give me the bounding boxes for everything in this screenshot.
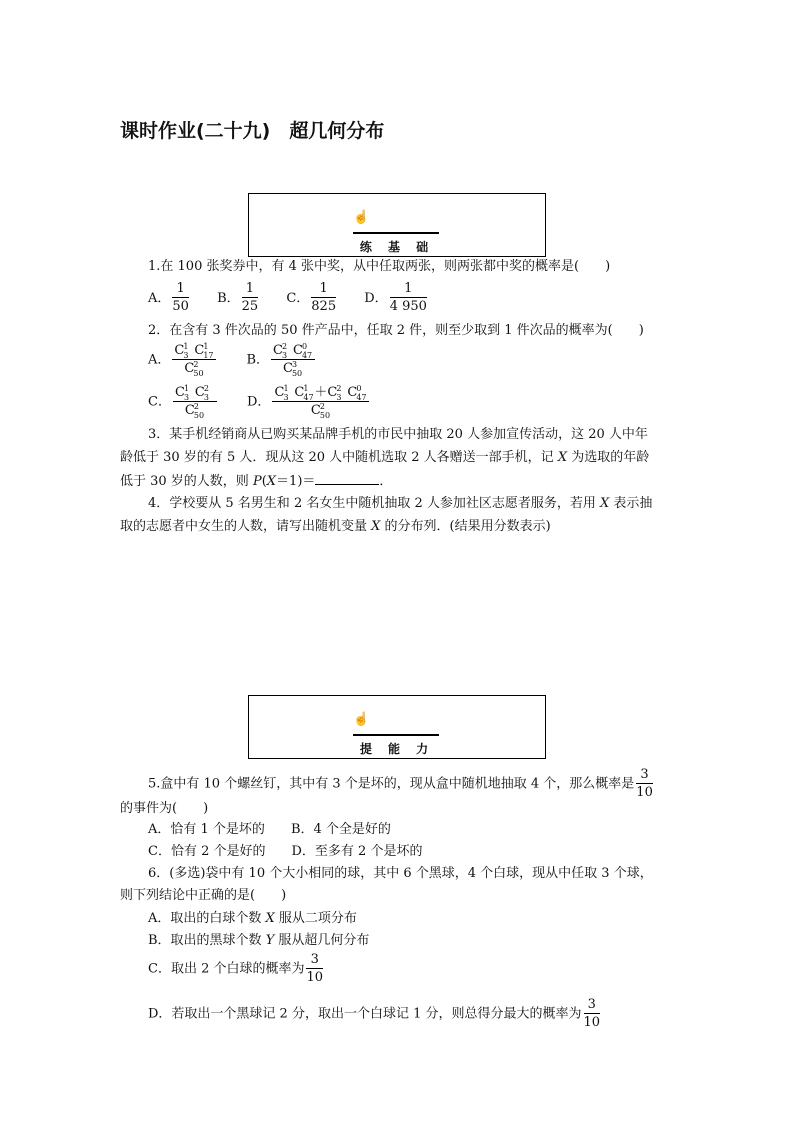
q2-options-ab: A． C 1 3 C 1 17 C 2 50 B． C 2 3 C 0 47 C 3 50 — [148, 344, 317, 376]
q3-line1: 3．某手机经销商从已购买某品牌手机的市民中抽取 20 人参加宣传活动，这 20 人中年 — [148, 427, 648, 442]
page-title: 课时作业(二十九) 超几何分布 — [120, 120, 385, 142]
q5-options-cd: C．恰有 2 个是好的 D．至多有 2 个是坏的 — [148, 844, 423, 859]
section-header-basic — [248, 193, 546, 257]
q6-option-d: D．若取出一个黑球记 2 分，取出一个白球记 1 分，则总得分最大的概率为 $\frac{3}{10}$ — [148, 997, 601, 1030]
q2-stem: 2．在含有 3 件次品的 50 件产品中，任取 2 件，则至少取到 1 件次品的概率为( ) — [148, 323, 644, 338]
divider — [353, 232, 439, 234]
q3-line3: 低于 30 岁的人数，则 P(X＝1)＝ ． — [120, 474, 393, 489]
answer-blank[interactable] — [315, 472, 379, 485]
q6-line2: 则下列结论中正确的是( ) — [120, 888, 287, 903]
q6-option-c: C．取出 2 个白球的概率为 $\frac{3}{10}$ — [148, 952, 324, 985]
q5-line2: 的事件为( ) — [120, 801, 209, 816]
q1-stem: 1.在 100 张奖券中，有 4 张中奖，从中任取两张，则两张都中奖的概率是( ) — [148, 259, 611, 274]
q6-option-b: B．取出的黑球个数 Y 服从超几何分布 — [148, 933, 370, 948]
q3-line2: 龄低于 30 岁的有 5 人．现从这 20 人中随机选取 2 人各赠送一部手机，记 X 为选取的年龄 — [120, 450, 650, 465]
section-label: 提 能 力 — [359, 742, 435, 756]
q6-option-a: A．取出的白球个数 X 服从二项分布 — [148, 911, 357, 926]
q6-line1: 6．(多选)袋中有 10 个大小相同的球，其中 6 个黑球，4 个白球，现从中任取 3 个球， — [148, 866, 653, 881]
hand-pointer-icon: ☝ — [353, 712, 370, 727]
q4-line2: 取的志愿者中女生的人数，请写出随机变量 X 的分布列．(结果用分数表示) — [120, 519, 551, 534]
q5-line1: 5.盒中有 10 个螺丝钉，其中有 3 个是坏的，现从盒中随机地抽取 4 个，那么概率是 $\frac{3}{10}$ — [148, 767, 653, 800]
divider — [353, 734, 439, 736]
q1-options: A． $\frac{1}{50}$ B． $\frac{1}{25}$ C． $\frac{1}{825}$ D． $\frac{1}{4 950}$ — [148, 281, 427, 314]
q5-options-ab: A．恰有 1 个是坏的 B．4 个全是好的 — [148, 822, 391, 837]
section-header-advanced — [248, 695, 546, 759]
q4-line1: 4．学校要从 5 名男生和 2 名女生中随机抽取 2 人参加社区志愿者服务，若用 X 表示抽 — [148, 496, 653, 511]
q2-options-cd: C． C 1 3 C 2 3 C 2 50 D． C 1 3 C 1 47 ＋C 2 3 C 0 47 C 2 50 — [148, 386, 371, 418]
section-label: 练 基 础 — [359, 240, 435, 254]
hand-pointer-icon: ☝ — [353, 210, 370, 225]
